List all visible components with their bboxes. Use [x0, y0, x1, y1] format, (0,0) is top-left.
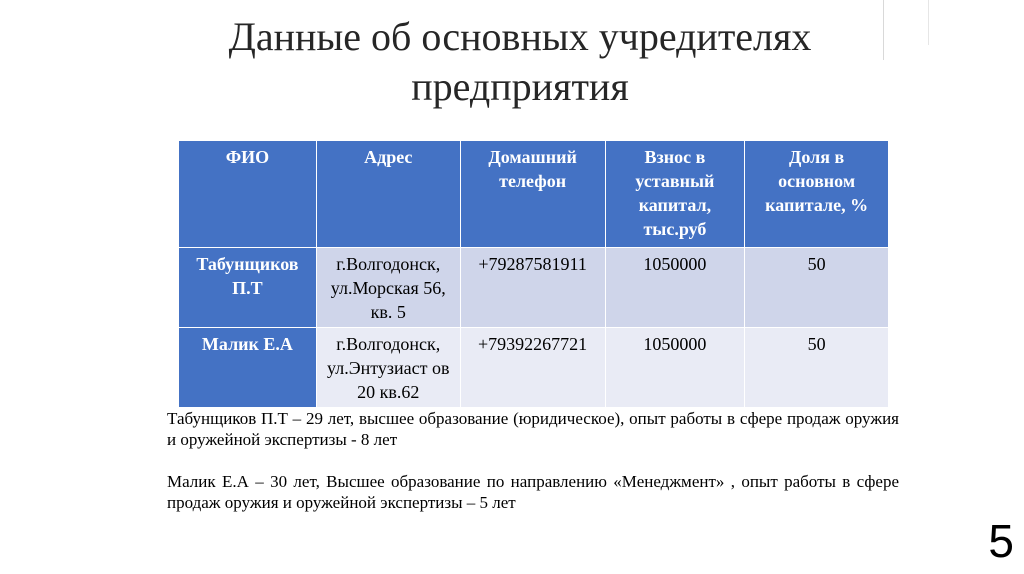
- note-paragraph: Табунщиков П.Т – 29 лет, высшее образование (юридическое), опыт работы в сфере продаж оружия и оружейной экспертизы - 8 лет: [167, 409, 899, 449]
- cell-name: Табунщиков П.Т: [179, 248, 317, 328]
- header-name: ФИО: [179, 141, 317, 248]
- header-contribution: Взнос в уставный капитал, тыс.руб: [605, 141, 745, 248]
- slide-title: Данные об основных учредителях предприятия: [228, 14, 812, 109]
- decorative-line: [928, 0, 929, 45]
- cell-address: г.Волгодонск, ул.Энтузиаст ов 20 кв.62: [316, 328, 460, 408]
- cell-share: 50: [745, 248, 889, 328]
- cell-contribution: 1050000: [605, 248, 745, 328]
- header-phone: Домашний телефон: [460, 141, 605, 248]
- cell-phone: +79287581911: [460, 248, 605, 328]
- cell-name: Малик Е.А: [179, 328, 317, 408]
- table-row: [179, 328, 889, 408]
- table-header-row: [179, 141, 889, 248]
- cell-contribution: 1050000: [605, 328, 745, 408]
- page-number: 5: [988, 515, 1014, 567]
- header-share: Доля в основном капитале, %: [745, 141, 889, 248]
- cell-phone: +79392267721: [460, 328, 605, 408]
- table-row: [179, 248, 889, 328]
- founders-table: [178, 140, 889, 408]
- cell-address: г.Волгодонск, ул.Морская 56, кв. 5: [316, 248, 460, 328]
- founders-notes: [167, 408, 899, 534]
- note-paragraph: Малик Е.А – 30 лет, Высшее образование по направлению «Менеджмент» , опыт работы в сфере продаж оружия и оружейной экспертизы – 5 лет: [167, 472, 899, 512]
- cell-share: 50: [745, 328, 889, 408]
- header-address: Адрес: [316, 141, 460, 248]
